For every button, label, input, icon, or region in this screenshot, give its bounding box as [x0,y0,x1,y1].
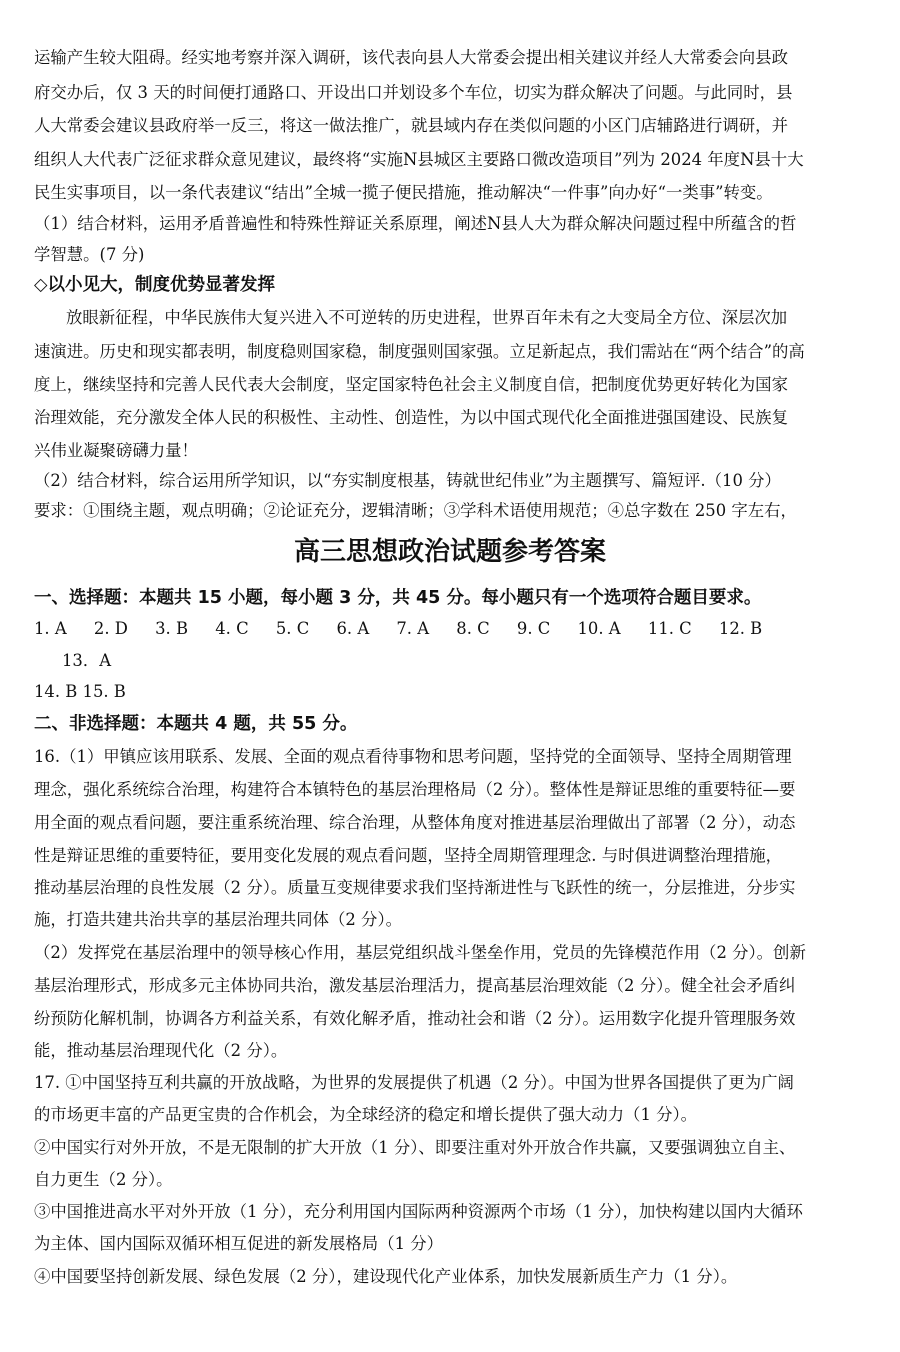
passage-line: 兴伟业凝聚磅礴力量！ [34,441,198,460]
answer-17-line: ③中国推进高水平对外开放（1 分），充分利用国内国际两种资源两个市场（1 分），加快构建以国内大循环 [34,1202,803,1221]
choice-answer: 6. A [336,619,370,638]
choice-answer: 5. C [275,619,310,638]
answer-17-line: 自力更生（2 分）。 [34,1170,173,1189]
answer-title: 高三思想政治试题参考答案 [293,537,606,567]
choice-answer: 7. A [396,619,430,638]
question-2: （2）结合材料，综合运用所学知识，以“夯实制度根基，铸就世纪伟业”为主题撰写、篇短评.（10 分） [34,471,781,490]
answer-16-2-line: 基层治理形式，形成多元主体协同共治，激发基层治理活力，提高基层治理效能（2 分）。健全社会矛盾纠 [34,976,796,995]
passage-line: 府交办后，仅 3 天的时间便打通路口、开设出口并划设多个车位，切实为群众解决了问题。与此同时，县 [34,83,793,102]
answer-16-1-line: 施，打造共建共治共享的基层治理共同体（2 分）。 [34,910,403,929]
question-1-line: （1）结合材料，运用矛盾普遍性和特殊性辩证关系原理，阐述N县人大为群众解决问题过程中所蕴含的哲 [34,214,797,233]
answer-16-2-line: 纷预防化解机制，协调各方利益关系，有效化解矛盾，推动社会和谐（2 分）。运用数字化提升管理服务效 [34,1009,796,1028]
answer-17-line: 的市场更丰富的产品更宝贵的合作机会，为全球经济的稳定和增长提供了强大动力（1 分）。 [34,1105,698,1124]
passage-line: 民生实事项目，以一条代表建议“结出”全城一揽子便民措施，推动解决“一件事”向办好“一类事”转变。 [34,183,773,202]
passage-line: 度上，继续坚持和完善人民代表大会制度，坚定国家特色社会主义制度自信，把制度优势更好转化为国家 [34,375,788,394]
passage-line: 运输产生较大阻碍。经实地考察并深入调研，该代表向县人大常委会提出相关建议并经人大常委会向县政 [34,48,788,67]
choice-answer: 4. C [215,619,249,638]
requirements: 要求：①围绕主题，观点明确；②论证充分，逻辑清晰；③学科术语使用规范；④总字数在 250 字左右， [34,501,797,520]
section-heading: ◇以小见大，制度优势显著发挥 [34,275,275,295]
answer-17-line: 为主体、国内国际双循环相互促进的新发展格局（1 分） [34,1234,444,1253]
choices-row [34,614,870,644]
choice-answer: 14. B 15. B [34,682,126,701]
passage-line: 速演进。历史和现实都表明，制度稳则国家稳，制度强则国家强。立足新起点，我们需站在“两个结合”的高 [34,342,805,361]
choice-answer: 13．A [62,651,112,670]
answer-16-2-line: 能，推动基层治理现代化（2 分）。 [34,1041,288,1060]
answer-16-1-line: 理念，强化系统综合治理，构建符合本镇特色的基层治理格局（2 分）。整体性是辩证思维的重要特征—要 [34,780,796,799]
section-2-heading: 二、非选择题：本题共 4 题，共 55 分。 [34,714,358,734]
question-1-line: 学智慧。(7 分) [34,245,145,264]
choice-answer: 12. B [718,619,763,638]
choice-answer: 1. A [34,619,67,638]
choice-answer: 10. A [577,619,621,638]
answer-16-1-line: 性是辩证思维的重要特征，要用变化发展的观点看问题，坚持全周期管理理念. 与时俱进调整治理措施， [34,846,782,865]
choice-answer: 3. B [155,619,189,638]
passage-line: 治理效能，充分激发全体人民的积极性、主动性、创造性，为以中国式现代化全面推进强国建设、民族复 [34,408,788,427]
choice-answer: 8. C [456,619,490,638]
answer-17-line: ④中国要坚持创新发展、绿色发展（2 分），建设现代化产业体系，加快发展新质生产力（1 分）。 [34,1267,738,1286]
answer-16-1-line: 推动基层治理的良性发展（2 分）。质量互变规律要求我们坚持渐进性与飞跃性的统一，分层推进，分步实 [34,878,796,897]
answer-17-line: 17. ①中国坚持互利共赢的开放战略，为世界的发展提供了机遇（2 分）。中国为世界各国提供了更为广阔 [34,1073,794,1092]
choice-answer: 11. C [647,619,692,638]
answer-17-line: ②中国实行对外开放，不是无限制的扩大开放（1 分）、即要注重对外开放合作共赢，又要强调独立自主、 [34,1138,796,1157]
choice-answer: 9. C [516,619,551,638]
answer-16-1-line: 16.（1）甲镇应该用联系、发展、全面的观点看待事物和思考问题，坚持党的全面领导、坚持全周期管理 [34,747,792,766]
passage-line: 组织人大代表广泛征求群众意见建议，最终将“实施N县城区主要路口微改造项目”列为 2024 年度N县十大 [34,150,804,169]
answer-16-2-line: （2）发挥党在基层治理中的领导核心作用，基层党组织战斗堡垒作用，党员的先锋模范作用（2 分）。创新 [34,943,806,962]
passage-line: 人大常委会建议县政府举一反三，将这一做法推广，就县域内存在类似问题的小区门店辅路进行调研，并 [34,116,788,135]
section-1-heading: 一、选择题：本题共 15 小题，每小题 3 分，共 45 分。每小题只有一个选项符合题目要求。 [34,588,762,608]
answer-16-1-line: 用全面的观点看问题，要注重系统治理、综合治理，从整体角度对推进基层治理做出了部署（2 分），动态 [34,813,796,832]
passage-line: 放眼新征程，中华民族伟大复兴进入不可逆转的历史进程，世界百年未有之大变局全方位、深层次加 [66,308,788,327]
choice-answer: 2. D [93,619,128,638]
